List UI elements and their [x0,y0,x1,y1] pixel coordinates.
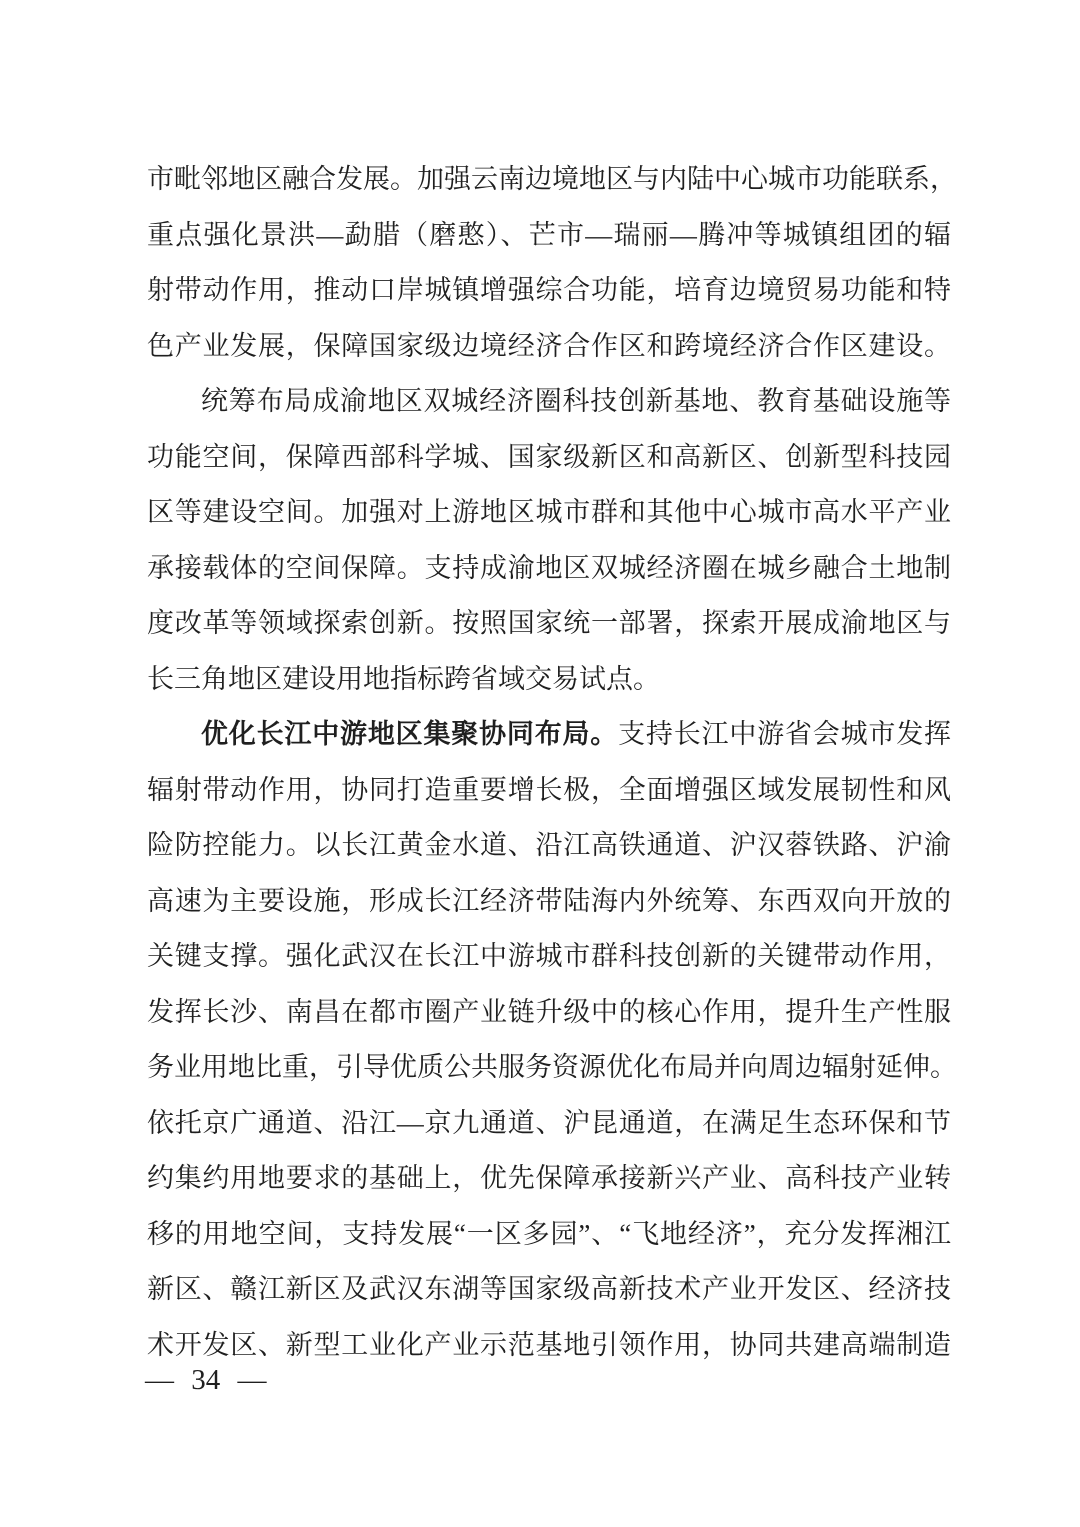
text-line: 新区、赣江新区及武汉东湖等国家级高新技术产业开发区、经济技 [147,1274,951,1304]
text-line: 依托京广通道、沿江—京九通道、沪昆通道，在满足生态环保和节 [147,1107,951,1138]
text-line: 高速为主要设施，形成长江经济带陆海内外统筹、东西双向开放的 [147,885,951,916]
text-line: 市毗邻地区融合发展。加强云南边境地区与内陆中心城市功能联系， [147,164,957,194]
text-line: 约集约用地要求的基础上，优先保障承接新兴产业、高科技产业转 [147,1163,951,1193]
text-line-paragraph-start [147,707,951,763]
text-line: 关键支撑。强化武汉在长江中游城市群科技创新的关键带动作用， [147,941,951,971]
paragraph-heading: 优化长江中游地区集聚协同布局。 [201,719,619,749]
text-line: 区等建设空间。加强对上游地区城市群和其他中心城市高水平产业 [147,497,951,527]
text-block [147,152,957,1373]
text-line: 度改革等领域探索创新。按照国家统一部署，探索开展成渝地区与 [147,608,951,638]
text-line: 辐射带动作用，协同打造重要增长极，全面增强区域发展韧性和风 [147,774,951,805]
text-line: 色产业发展，保障国家级边境经济合作区和跨境经济合作区建设。 [147,330,951,361]
text-line-paragraph-start: 统筹布局成渝地区双城经济圈科技创新基地、教育基础设施等 [201,386,951,416]
text-segment: 支持长江中游省会城市发挥 [618,719,952,749]
text-line: 射带动作用，推动口岸城镇增强综合功能，培育边境贸易功能和特 [147,275,951,305]
text-line: 险防控能力。以长江黄金水道、沿江高铁通道、沪汉蓉铁路、沪渝 [147,830,951,860]
text-line: 务业用地比重，引导优质公共服务资源优化布局并向周边辐射延伸。 [147,1052,957,1082]
text-line: 术开发区、新型工业化产业示范基地引领作用，协同共建高端制造 [147,1329,951,1360]
text-line: 发挥长沙、南昌在都市圈产业链升级中的核心作用，提升生产性服 [147,996,951,1027]
text-line: 移的用地空间，支持发展“一区多园”、“飞地经济”，充分发挥湘江 [147,1218,951,1249]
text-line-paragraph-end: 长三角地区建设用地指标跨省域交易试点。 [147,663,660,694]
text-line: 重点强化景洪—勐腊（磨憨）、芒市—瑞丽—腾冲等城镇组团的辐 [147,219,951,250]
page-number: — 34 — [145,1364,267,1396]
text-line: 承接载体的空间保障。支持成渝地区双城经济圈在城乡融合土地制 [147,552,951,583]
text-line: 功能空间，保障西部科学城、国家级新区和高新区、创新型科技园 [147,441,951,472]
